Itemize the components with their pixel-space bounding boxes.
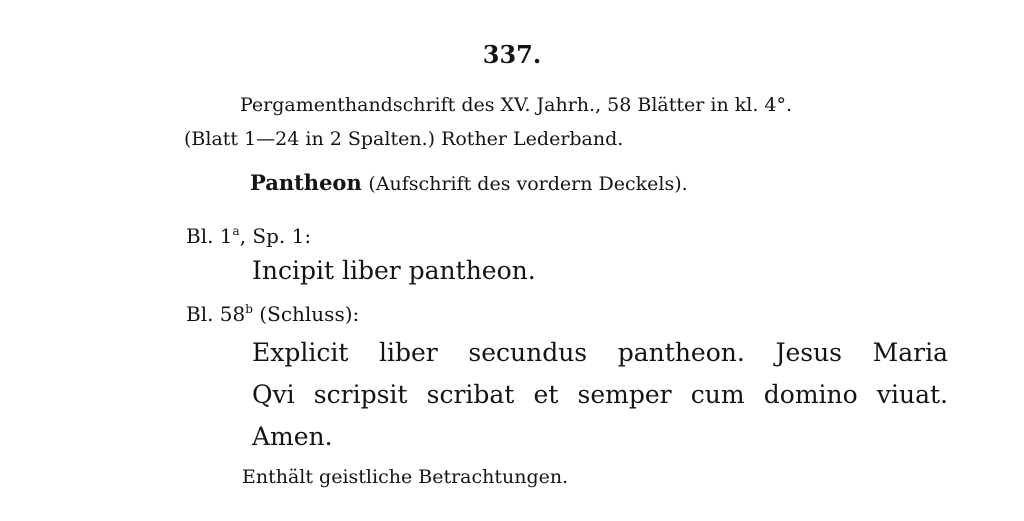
manuscript-title xyxy=(250,170,688,195)
incipit-ref-prefix: Bl. 1 xyxy=(186,224,233,248)
explicit-ref-superscript: b xyxy=(245,302,253,316)
title-note: (Aufschrift des vordern Deckels). xyxy=(368,173,688,195)
incipit-ref-suffix: , Sp. 1: xyxy=(239,224,312,248)
page-number: 337. xyxy=(482,40,542,69)
explicit-text-line-3: Amen. xyxy=(252,422,333,451)
explicit-text-line-2: Qvi scripsit scribat et semper cum domino viuat. xyxy=(252,380,948,409)
title-name: Pantheon xyxy=(250,170,362,195)
incipit-reference xyxy=(186,224,311,248)
explicit-reference xyxy=(186,302,359,326)
content-note: Enthält geistliche Betrachtungen. xyxy=(242,466,569,488)
explicit-ref-prefix: Bl. 58 xyxy=(186,302,246,326)
incipit-ref-superscript: a xyxy=(232,224,240,238)
explicit-text-line-1: Explicit liber secundus pantheon. Jesus Maria xyxy=(252,338,948,367)
incipit-text: Incipit liber pantheon. xyxy=(252,256,536,285)
manuscript-description-line-2: (Blatt 1—24 in 2 Spalten.) Rother Lederband. xyxy=(184,128,624,150)
manuscript-description-line-1: Pergamenthandschrift des XV. Jahrh., 58 Blätter in kl. 4°. xyxy=(240,94,793,116)
explicit-ref-suffix: (Schluss): xyxy=(252,302,360,326)
